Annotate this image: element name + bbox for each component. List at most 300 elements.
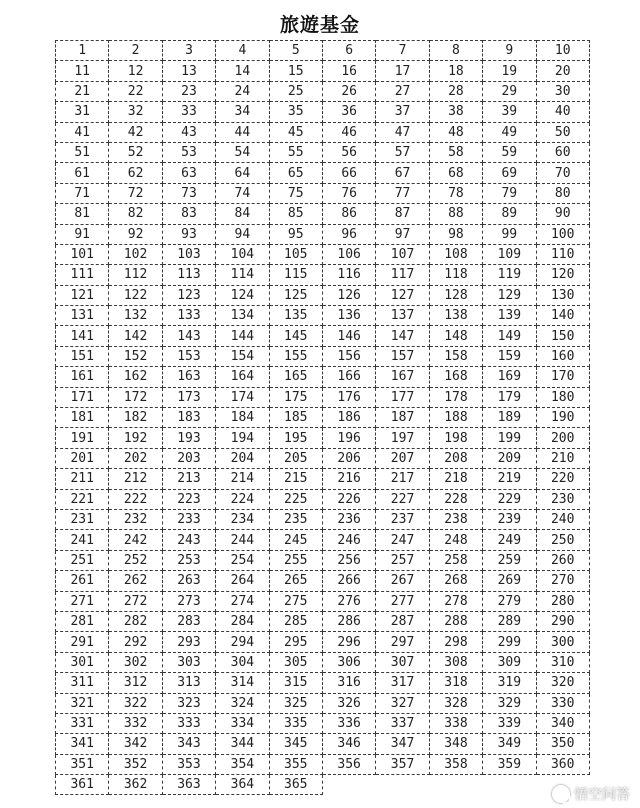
grid-cell: 328 <box>429 693 482 713</box>
grid-cell: 190 <box>536 408 589 428</box>
grid-row <box>56 734 590 754</box>
grid-cell: 133 <box>162 306 215 326</box>
grid-cell: 101 <box>56 244 109 264</box>
grid-cell: 228 <box>429 489 482 509</box>
grid-cell: 1 <box>56 41 109 61</box>
grid-cell: 171 <box>56 387 109 407</box>
grid-cell: 118 <box>429 265 482 285</box>
grid-cell: 296 <box>322 632 375 652</box>
grid-cell: 330 <box>536 693 589 713</box>
grid-cell: 62 <box>109 163 162 183</box>
grid-cell: 112 <box>109 265 162 285</box>
grid-cell: 234 <box>216 509 269 529</box>
grid-cell: 204 <box>216 448 269 468</box>
grid-cell: 168 <box>429 367 482 387</box>
grid-cell: 74 <box>216 183 269 203</box>
grid-cell: 56 <box>322 142 375 162</box>
grid-cell: 58 <box>429 142 482 162</box>
grid-cell: 356 <box>322 754 375 774</box>
grid-row <box>56 387 590 407</box>
grid-cell: 266 <box>322 571 375 591</box>
grid-cell: 129 <box>483 285 536 305</box>
grid-cell: 214 <box>216 469 269 489</box>
grid-cell: 77 <box>376 183 429 203</box>
grid-cell: 68 <box>429 163 482 183</box>
grid-cell: 141 <box>56 326 109 346</box>
grid-cell: 27 <box>376 81 429 101</box>
grid-cell: 249 <box>483 530 536 550</box>
grid-cell: 342 <box>109 734 162 754</box>
grid-cell: 71 <box>56 183 109 203</box>
grid-cell: 288 <box>429 611 482 631</box>
grid-cell: 270 <box>536 571 589 591</box>
grid-cell: 130 <box>536 285 589 305</box>
grid-row <box>56 448 590 468</box>
grid-cell: 325 <box>269 693 322 713</box>
grid-cell: 169 <box>483 367 536 387</box>
grid-cell: 295 <box>269 632 322 652</box>
grid-cell: 187 <box>376 408 429 428</box>
grid-cell: 138 <box>429 306 482 326</box>
grid-cell: 121 <box>56 285 109 305</box>
grid-cell: 143 <box>162 326 215 346</box>
grid-cell: 100 <box>536 224 589 244</box>
grid-cell: 269 <box>483 571 536 591</box>
grid-cell: 117 <box>376 265 429 285</box>
grid-cell: 115 <box>269 265 322 285</box>
grid-cell: 246 <box>322 530 375 550</box>
grid-cell: 354 <box>216 754 269 774</box>
grid-cell: 19 <box>483 61 536 81</box>
grid-row <box>56 530 590 550</box>
grid-row <box>56 163 590 183</box>
grid-cell: 347 <box>376 734 429 754</box>
grid-cell: 33 <box>162 102 215 122</box>
grid-cell: 200 <box>536 428 589 448</box>
grid-row <box>56 693 590 713</box>
grid-cell: 59 <box>483 142 536 162</box>
grid-cell: 323 <box>162 693 215 713</box>
grid-cell: 99 <box>483 224 536 244</box>
grid-cell: 153 <box>162 346 215 366</box>
grid-cell: 184 <box>216 408 269 428</box>
grid-cell: 355 <box>269 754 322 774</box>
grid-cell: 35 <box>269 102 322 122</box>
grid-cell: 283 <box>162 611 215 631</box>
grid-cell: 80 <box>536 183 589 203</box>
grid-row <box>56 713 590 733</box>
grid-cell: 291 <box>56 632 109 652</box>
grid-cell: 180 <box>536 387 589 407</box>
grid-row <box>56 183 590 203</box>
grid-cell: 276 <box>322 591 375 611</box>
grid-cell: 28 <box>429 81 482 101</box>
grid-cell: 315 <box>269 673 322 693</box>
grid-cell: 49 <box>483 122 536 142</box>
grid-cell: 353 <box>162 754 215 774</box>
grid-cell: 220 <box>536 469 589 489</box>
grid-cell: 262 <box>109 571 162 591</box>
grid-cell: 334 <box>216 713 269 733</box>
grid-cell: 10 <box>536 41 589 61</box>
grid-cell: 294 <box>216 632 269 652</box>
grid-cell: 107 <box>376 244 429 264</box>
grid-cell: 361 <box>56 775 109 795</box>
grid-cell: 135 <box>269 306 322 326</box>
grid-cell: 154 <box>216 346 269 366</box>
grid-cell-empty <box>483 775 536 795</box>
grid-row <box>56 489 590 509</box>
grid-cell: 91 <box>56 224 109 244</box>
grid-cell: 17 <box>376 61 429 81</box>
grid-cell: 196 <box>322 428 375 448</box>
grid-cell: 179 <box>483 387 536 407</box>
grid-cell: 69 <box>483 163 536 183</box>
grid-cell: 237 <box>376 509 429 529</box>
grid-cell: 213 <box>162 469 215 489</box>
grid-cell: 280 <box>536 591 589 611</box>
grid-cell: 282 <box>109 611 162 631</box>
grid-row <box>56 204 590 224</box>
grid-cell: 12 <box>109 61 162 81</box>
grid-row <box>56 122 590 142</box>
grid-cell: 15 <box>269 61 322 81</box>
grid-cell: 30 <box>536 81 589 101</box>
grid-cell: 136 <box>322 306 375 326</box>
grid-cell: 14 <box>216 61 269 81</box>
grid-cell: 336 <box>322 713 375 733</box>
grid-row <box>56 346 590 366</box>
grid-cell: 78 <box>429 183 482 203</box>
grid-cell: 300 <box>536 632 589 652</box>
grid-cell: 305 <box>269 652 322 672</box>
grid-cell: 218 <box>429 469 482 489</box>
grid-cell: 210 <box>536 448 589 468</box>
grid-row <box>56 61 590 81</box>
grid-row <box>56 428 590 448</box>
grid-cell: 332 <box>109 713 162 733</box>
grid-cell: 223 <box>162 489 215 509</box>
page-title: 旅遊基金 <box>279 14 360 36</box>
grid-cell: 263 <box>162 571 215 591</box>
grid-cell: 3 <box>162 41 215 61</box>
grid-cell: 340 <box>536 713 589 733</box>
grid-cell: 207 <box>376 448 429 468</box>
grid-cell: 327 <box>376 693 429 713</box>
grid-cell: 222 <box>109 489 162 509</box>
grid-row <box>56 224 590 244</box>
grid-row <box>56 367 590 387</box>
grid-cell: 260 <box>536 550 589 570</box>
grid-cell: 87 <box>376 204 429 224</box>
grid-cell: 113 <box>162 265 215 285</box>
grid-cell: 224 <box>216 489 269 509</box>
grid-cell: 198 <box>429 428 482 448</box>
grid-cell: 257 <box>376 550 429 570</box>
grid-cell: 119 <box>483 265 536 285</box>
grid-cell: 203 <box>162 448 215 468</box>
grid-cell: 191 <box>56 428 109 448</box>
grid-cell: 109 <box>483 244 536 264</box>
grid-row <box>56 611 590 631</box>
grid-cell: 278 <box>429 591 482 611</box>
grid-row <box>56 673 590 693</box>
grid-cell: 159 <box>483 346 536 366</box>
grid-cell: 40 <box>536 102 589 122</box>
grid-cell: 175 <box>269 387 322 407</box>
grid-cell: 235 <box>269 509 322 529</box>
grid-cell: 241 <box>56 530 109 550</box>
grid-cell: 108 <box>429 244 482 264</box>
grid-cell: 231 <box>56 509 109 529</box>
grid-cell: 137 <box>376 306 429 326</box>
grid-cell: 258 <box>429 550 482 570</box>
grid-cell: 205 <box>269 448 322 468</box>
grid-cell: 37 <box>376 102 429 122</box>
grid-cell: 208 <box>429 448 482 468</box>
grid-cell-empty <box>536 775 589 795</box>
grid-cell: 225 <box>269 489 322 509</box>
grid-cell: 25 <box>269 81 322 101</box>
grid-cell: 287 <box>376 611 429 631</box>
grid-cell: 338 <box>429 713 482 733</box>
grid-row <box>56 509 590 529</box>
grid-cell: 94 <box>216 224 269 244</box>
grid-cell: 343 <box>162 734 215 754</box>
grid-cell: 248 <box>429 530 482 550</box>
grid-cell: 186 <box>322 408 375 428</box>
grid-cell: 310 <box>536 652 589 672</box>
grid-cell: 52 <box>109 142 162 162</box>
grid-cell: 105 <box>269 244 322 264</box>
grid-cell: 265 <box>269 571 322 591</box>
grid-cell: 102 <box>109 244 162 264</box>
grid-cell: 165 <box>269 367 322 387</box>
grid-cell: 221 <box>56 489 109 509</box>
grid-cell: 312 <box>109 673 162 693</box>
grid-cell: 22 <box>109 81 162 101</box>
grid-cell: 240 <box>536 509 589 529</box>
grid-cell: 64 <box>216 163 269 183</box>
grid-row <box>56 102 590 122</box>
grid-row <box>56 408 590 428</box>
grid-cell: 307 <box>376 652 429 672</box>
grid-cell: 176 <box>322 387 375 407</box>
grid-row <box>56 469 590 489</box>
grid-cell: 75 <box>269 183 322 203</box>
grid-cell: 247 <box>376 530 429 550</box>
grid-cell: 44 <box>216 122 269 142</box>
grid-cell: 324 <box>216 693 269 713</box>
grid-cell: 88 <box>429 204 482 224</box>
grid-cell: 206 <box>322 448 375 468</box>
grid-cell: 48 <box>429 122 482 142</box>
grid-cell: 346 <box>322 734 375 754</box>
grid-cell: 66 <box>322 163 375 183</box>
grid-cell: 16 <box>322 61 375 81</box>
grid-cell: 335 <box>269 713 322 733</box>
grid-cell: 201 <box>56 448 109 468</box>
grid-cell: 55 <box>269 142 322 162</box>
grid-cell: 41 <box>56 122 109 142</box>
grid-cell: 229 <box>483 489 536 509</box>
grid-cell: 344 <box>216 734 269 754</box>
grid-cell: 6 <box>322 41 375 61</box>
grid-cell: 134 <box>216 306 269 326</box>
grid-cell: 273 <box>162 591 215 611</box>
grid-cell: 319 <box>483 673 536 693</box>
grid-cell: 277 <box>376 591 429 611</box>
grid-cell: 122 <box>109 285 162 305</box>
grid-cell: 26 <box>322 81 375 101</box>
grid-cell: 293 <box>162 632 215 652</box>
grid-cell: 345 <box>269 734 322 754</box>
grid-cell: 67 <box>376 163 429 183</box>
grid-cell: 144 <box>216 326 269 346</box>
grid-cell: 111 <box>56 265 109 285</box>
grid-cell: 238 <box>429 509 482 529</box>
grid-cell: 183 <box>162 408 215 428</box>
grid-cell: 166 <box>322 367 375 387</box>
grid-cell: 197 <box>376 428 429 448</box>
grid-cell: 318 <box>429 673 482 693</box>
grid-cell: 297 <box>376 632 429 652</box>
grid-cell: 146 <box>322 326 375 346</box>
grid-cell: 29 <box>483 81 536 101</box>
grid-cell: 217 <box>376 469 429 489</box>
grid-cell: 131 <box>56 306 109 326</box>
grid-cell: 53 <box>162 142 215 162</box>
grid-cell: 351 <box>56 754 109 774</box>
grid-cell: 209 <box>483 448 536 468</box>
grid-cell: 150 <box>536 326 589 346</box>
grid-cell: 298 <box>429 632 482 652</box>
grid-cell: 4 <box>216 41 269 61</box>
grid-cell: 250 <box>536 530 589 550</box>
grid-cell: 365 <box>269 775 322 795</box>
grid-cell: 2 <box>109 41 162 61</box>
grid-cell: 160 <box>536 346 589 366</box>
number-grid <box>55 40 590 795</box>
grid-cell: 333 <box>162 713 215 733</box>
grid-cell: 151 <box>56 346 109 366</box>
grid-cell: 92 <box>109 224 162 244</box>
grid-cell: 24 <box>216 81 269 101</box>
grid-cell: 142 <box>109 326 162 346</box>
grid-cell: 83 <box>162 204 215 224</box>
grid-cell: 329 <box>483 693 536 713</box>
grid-cell: 20 <box>536 61 589 81</box>
grid-cell: 226 <box>322 489 375 509</box>
grid-cell: 162 <box>109 367 162 387</box>
grid-cell: 256 <box>322 550 375 570</box>
grid-cell-empty <box>429 775 482 795</box>
grid-cell: 89 <box>483 204 536 224</box>
grid-cell: 51 <box>56 142 109 162</box>
grid-cell: 341 <box>56 734 109 754</box>
grid-cell: 321 <box>56 693 109 713</box>
grid-cell: 72 <box>109 183 162 203</box>
grid-cell: 42 <box>109 122 162 142</box>
grid-cell: 292 <box>109 632 162 652</box>
grid-row <box>56 652 590 672</box>
grid-cell: 192 <box>109 428 162 448</box>
grid-cell: 172 <box>109 387 162 407</box>
grid-row <box>56 591 590 611</box>
grid-cell: 314 <box>216 673 269 693</box>
grid-cell: 202 <box>109 448 162 468</box>
grid-cell: 79 <box>483 183 536 203</box>
grid-cell: 309 <box>483 652 536 672</box>
grid-cell: 239 <box>483 509 536 529</box>
grid-cell: 116 <box>322 265 375 285</box>
grid-cell: 219 <box>483 469 536 489</box>
grid-cell-empty <box>376 775 429 795</box>
watermark-text: 悟空问答 <box>574 787 630 803</box>
grid-cell: 8 <box>429 41 482 61</box>
grid-cell: 97 <box>376 224 429 244</box>
grid-cell: 31 <box>56 102 109 122</box>
grid-cell: 182 <box>109 408 162 428</box>
grid-cell: 352 <box>109 754 162 774</box>
grid-row <box>56 81 590 101</box>
grid-cell: 18 <box>429 61 482 81</box>
grid-cell: 149 <box>483 326 536 346</box>
grid-cell: 7 <box>376 41 429 61</box>
grid-cell: 60 <box>536 142 589 162</box>
grid-cell: 193 <box>162 428 215 448</box>
grid-cell: 50 <box>536 122 589 142</box>
grid-cell: 11 <box>56 61 109 81</box>
grid-cell: 357 <box>376 754 429 774</box>
grid-cell: 21 <box>56 81 109 101</box>
grid-cell: 259 <box>483 550 536 570</box>
grid-cell: 253 <box>162 550 215 570</box>
grid-cell: 264 <box>216 571 269 591</box>
grid-cell: 195 <box>269 428 322 448</box>
grid-cell: 236 <box>322 509 375 529</box>
grid-cell: 268 <box>429 571 482 591</box>
grid-cell: 139 <box>483 306 536 326</box>
grid-cell: 348 <box>429 734 482 754</box>
grid-cell: 140 <box>536 306 589 326</box>
grid-row <box>56 326 590 346</box>
grid-cell: 147 <box>376 326 429 346</box>
grid-cell: 290 <box>536 611 589 631</box>
grid-cell: 36 <box>322 102 375 122</box>
grid-cell: 285 <box>269 611 322 631</box>
grid-cell: 244 <box>216 530 269 550</box>
grid-cell: 274 <box>216 591 269 611</box>
grid-cell: 13 <box>162 61 215 81</box>
grid-cell: 255 <box>269 550 322 570</box>
grid-cell: 281 <box>56 611 109 631</box>
grid-row <box>56 775 590 795</box>
grid-cell: 230 <box>536 489 589 509</box>
grid-cell: 120 <box>536 265 589 285</box>
grid-cell: 243 <box>162 530 215 550</box>
grid-cell: 174 <box>216 387 269 407</box>
grid-cell: 316 <box>322 673 375 693</box>
grid-row <box>56 285 590 305</box>
grid-cell: 350 <box>536 734 589 754</box>
grid-cell: 63 <box>162 163 215 183</box>
grid-cell: 76 <box>322 183 375 203</box>
grid-row <box>56 550 590 570</box>
grid-cell: 360 <box>536 754 589 774</box>
grid-cell: 302 <box>109 652 162 672</box>
grid-cell: 38 <box>429 102 482 122</box>
